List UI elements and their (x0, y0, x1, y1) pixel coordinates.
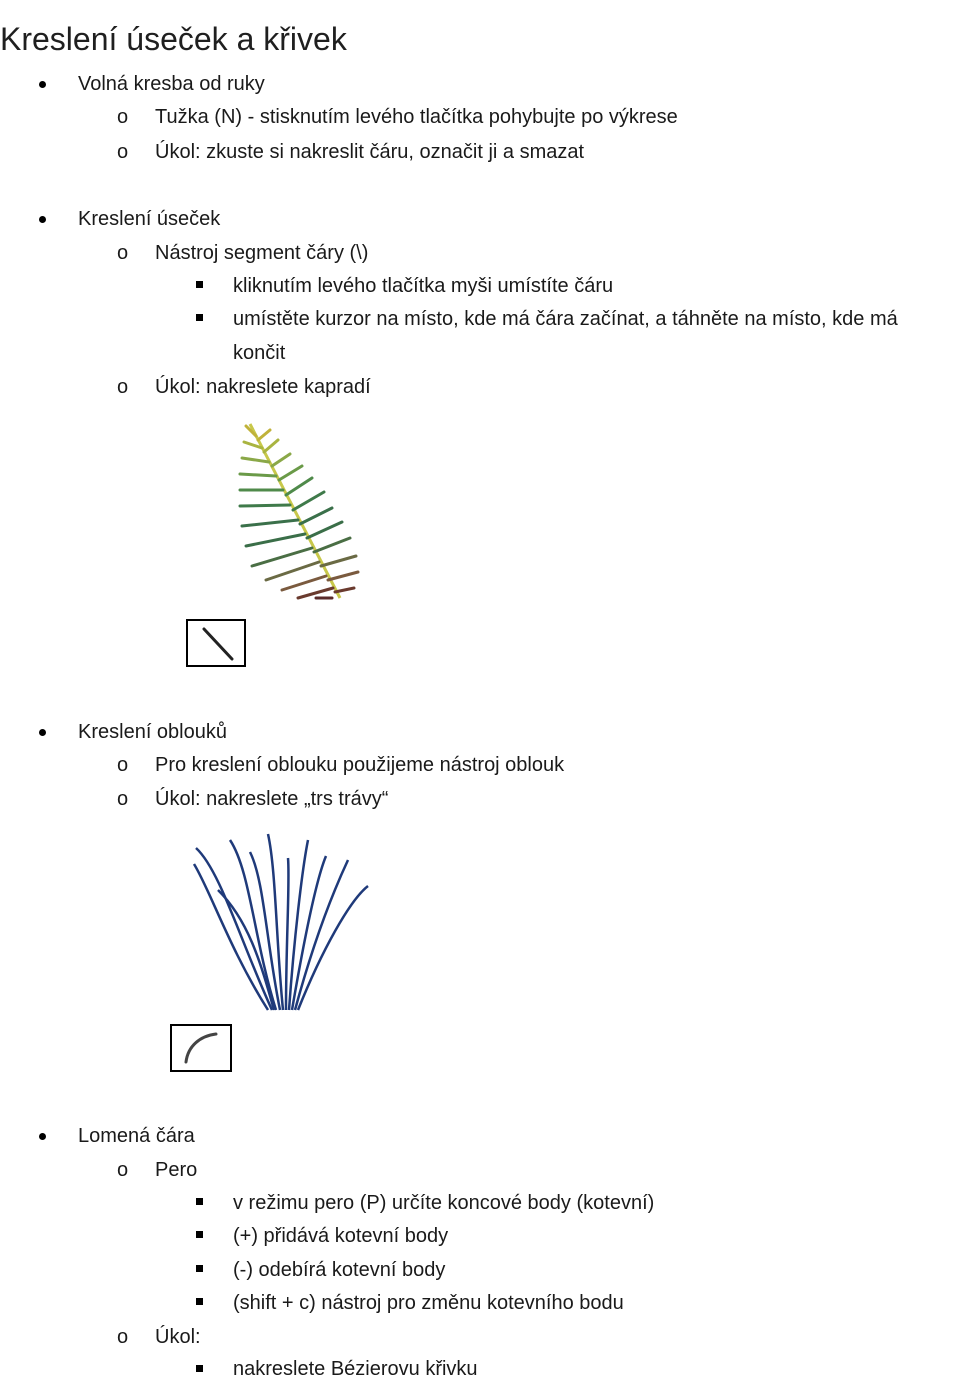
bullet-o: o (117, 376, 129, 398)
section-heading-freehand: Volná kresba od ruky (78, 73, 265, 95)
bullet-square (196, 314, 203, 321)
bullet-dot (39, 216, 46, 223)
pen-step: (shift + c) nástroj pro změnu kotevního bodu (233, 1292, 624, 1314)
segment-step-continued: končit (233, 342, 286, 364)
grass-tuft-illustration (190, 830, 380, 1015)
bullet-dot (39, 1133, 46, 1140)
pen-step: v režimu pero (P) určíte koncové body (kotevní) (233, 1192, 655, 1214)
pen-step: (-) odebírá kotevní body (233, 1259, 446, 1281)
polyline-task: Úkol: (155, 1326, 201, 1348)
section-heading-arcs: Kreslení oblouků (78, 721, 227, 743)
bullet-o: o (117, 1159, 129, 1181)
arc-tool-icon (170, 1024, 232, 1072)
bullet-square (196, 1298, 203, 1305)
freehand-item: Tužka (N) - stisknutím levého tlačítka pohybujte po výkrese (155, 106, 678, 128)
arcs-item: Úkol: nakreslete „trs trávy“ (155, 788, 389, 810)
bullet-dot (39, 81, 46, 88)
bullet-o: o (117, 788, 129, 810)
bullet-square (196, 1198, 203, 1205)
bullet-dot (39, 729, 46, 736)
pen-step: (+) přidává kotevní body (233, 1225, 449, 1247)
bullet-o: o (117, 1326, 129, 1348)
section-heading-polyline: Lomená čára (78, 1125, 195, 1147)
pen-item: Pero (155, 1159, 198, 1181)
segment-step: kliknutím levého tlačítka myši umístíte čáru (233, 275, 614, 297)
page-title: Kreslení úseček a křivek (0, 21, 347, 58)
bullet-o: o (117, 106, 129, 128)
bullet-square (196, 1231, 203, 1238)
freehand-item: Úkol: zkuste si nakreslit čáru, označit ji a smazat (155, 141, 585, 163)
bullet-o: o (117, 141, 129, 163)
segment-step: umístěte kurzor na místo, kde má čára začínat, a táhněte na místo, kde má (233, 308, 898, 330)
bullet-o: o (117, 754, 129, 776)
segment-tool-item: Nástroj segment čáry (\) (155, 242, 369, 264)
arcs-item: Pro kreslení oblouku použijeme nástroj oblouk (155, 754, 565, 776)
bullet-square (196, 1265, 203, 1272)
bullet-square (196, 281, 203, 288)
fern-illustration (232, 420, 372, 610)
section-heading-segments: Kreslení úseček (78, 208, 221, 230)
segment-task: Úkol: nakreslete kapradí (155, 376, 371, 398)
bullet-square (196, 1365, 203, 1372)
bullet-o: o (117, 242, 129, 264)
line-segment-tool-icon (186, 619, 246, 667)
polyline-task-step: nakreslete Bézierovu křivku (233, 1358, 478, 1380)
